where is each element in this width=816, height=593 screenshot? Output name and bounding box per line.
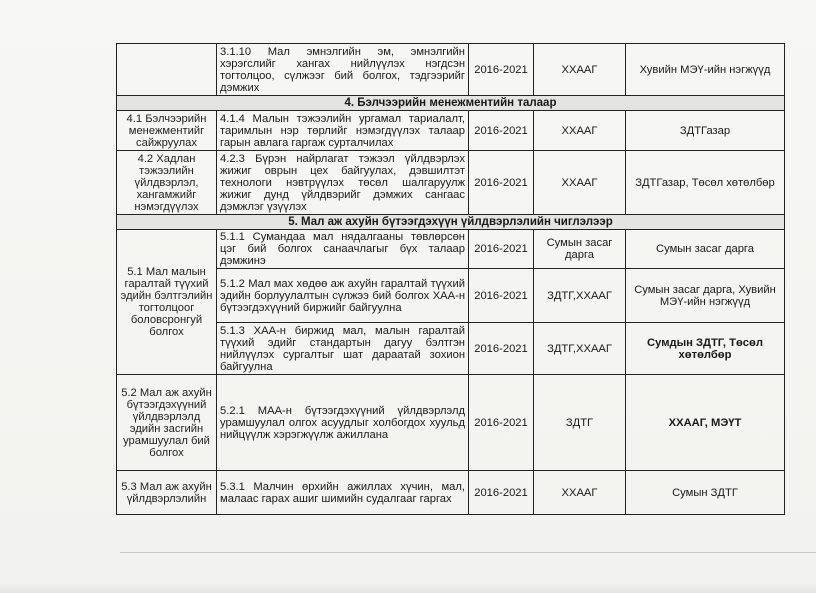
term-cell: 2016-2021 [469, 269, 534, 323]
action-plan-table [116, 43, 785, 515]
table-row [117, 269, 785, 323]
table-row [117, 44, 785, 96]
term-cell: 2016-2021 [469, 230, 534, 269]
term-cell: 2016-2021 [469, 151, 534, 215]
section-heading: 5. Мал аж ахуйн бүтээгдэхүүн үйлдвэрлэлийн чиглэлээр [117, 215, 785, 230]
term-cell: 2016-2021 [469, 375, 534, 471]
responsible-cell: ЗДТГ [534, 375, 626, 471]
table-row [117, 323, 785, 375]
responsible-cell: ЗДТГ,ХХААГ [534, 323, 626, 375]
responsible-cell: ХХААГ [534, 111, 626, 151]
section-heading-row [117, 215, 785, 230]
table-row [117, 375, 785, 471]
goal-cell: 5.1 Мал малын гаралтай түүхий эдийн бэлтгэлийн тогтолцоог боловсронгуй болгох [117, 230, 217, 375]
term-cell: 2016-2021 [469, 471, 534, 515]
partners-cell: Сумдын ЗДТГ, Төсөл хөтөлбөр [626, 323, 785, 375]
action-cell: 3.1.10 Мал эмнэлгийн эм, эмнэлгийн хэрэгслийг хангах нийлүүлэх нэгдсэн тогтолцоо, сүлжээг бий болгох, тэдгээрийг дэмжих [217, 44, 469, 96]
goal-cell: 4.2 Хадлан тэжээлийн үйлдвэрлэл, хангамжийг нэмэгдүүлэх [117, 151, 217, 215]
responsible-cell: ХХААГ [534, 471, 626, 515]
table-row [117, 111, 785, 151]
goal-cell: 4.1 Бэлчээрийн менежментийг сайжруулах [117, 111, 217, 151]
partners-cell: ХХААГ, МЭҮТ [626, 375, 785, 471]
table-row [117, 230, 785, 269]
term-cell: 2016-2021 [469, 111, 534, 151]
table-row [117, 151, 785, 215]
action-cell: 4.1.4 Малын тэжээлийн ургамал тариалалт, таримлын нэр төрлийг нэмэгдүүлэх талаар гарын авлага гаргаж сурталчилах [217, 111, 469, 151]
partners-cell: Сумын засаг дарга [626, 230, 785, 269]
goal-cell: 5.2 Мал аж ахуйн бүтээгдэхүүний үйлдвэрлэлд эдийн засгийн урамшуулал бий болгох [117, 375, 217, 471]
table-row [117, 471, 785, 515]
scan-divider-line [120, 552, 816, 553]
partners-cell: ЗДТГазар [626, 111, 785, 151]
term-cell: 2016-2021 [469, 323, 534, 375]
action-cell: 5.1.2 Мал мах хөдөө аж ахуйн гаралтай түүхий эдийн борлуулалтын сүлжээ бий болгох ХАА-н бүтээгдэхүүний биржийг байгуулна [217, 269, 469, 323]
section-heading: 4. Бэлчээрийн менежментийн талаар [117, 96, 785, 111]
section-heading-row [117, 96, 785, 111]
action-cell: 5.1.1 Сумандаа мал нядалгааны төвлөрсөн цэг бий болгох санаачлагыг бүх талаар дэмжинэ [217, 230, 469, 269]
responsible-cell: Сумын засаг дарга [534, 230, 626, 269]
action-cell: 5.1.3 ХАА-н биржид мал, малын гаралтай түүхий эдийг стандартын дагуу бэлтгэн нийлүүлэх сургалтыг шат дараатай зохион байгуулна [217, 323, 469, 375]
action-cell: 4.2.3 Бүрэн найрлагат тэжээл үйлдвэрлэх жижиг оврын цех байгуулах, дэвшилтэт технологи нэвтрүүлэх төсөл шалгаруулж жижиг дунд үйлдвэрийг дэмжих сангаас дэмжлэг үзүүлэх [217, 151, 469, 215]
responsible-cell: ХХААГ [534, 151, 626, 215]
partners-cell: ЗДТГазар, Төсөл хөтөлбөр [626, 151, 785, 215]
responsible-cell: ЗДТГ,ХХААГ [534, 269, 626, 323]
responsible-cell: ХХААГ [534, 44, 626, 96]
partners-cell: Сумын ЗДТГ [626, 471, 785, 515]
partners-cell: Хувийн МЭҮ-ийн нэгжүүд [626, 44, 785, 96]
scan-bottom-edge [0, 583, 816, 593]
partners-cell: Сумын засаг дарга, Хувийн МЭҮ-ийн нэгжүүд [626, 269, 785, 323]
goal-cell: 5.3 Мал аж ахуйн үйлдвэрлэлийн [117, 471, 217, 515]
action-cell: 5.2.1 МАА-н бүтээгдэхүүний үйлдвэрлэлд урамшуулал олгох асуудлыг холбогдох хуульд нийцүүлж хэрэгжүүлж ажиллана [217, 375, 469, 471]
action-cell: 5.3.1 Малчин өрхийн ажиллах хүчин, мал, малаас гарах ашиг шимийн судалгааг гаргах [217, 471, 469, 515]
term-cell: 2016-2021 [469, 44, 534, 96]
goal-cell [117, 44, 217, 96]
